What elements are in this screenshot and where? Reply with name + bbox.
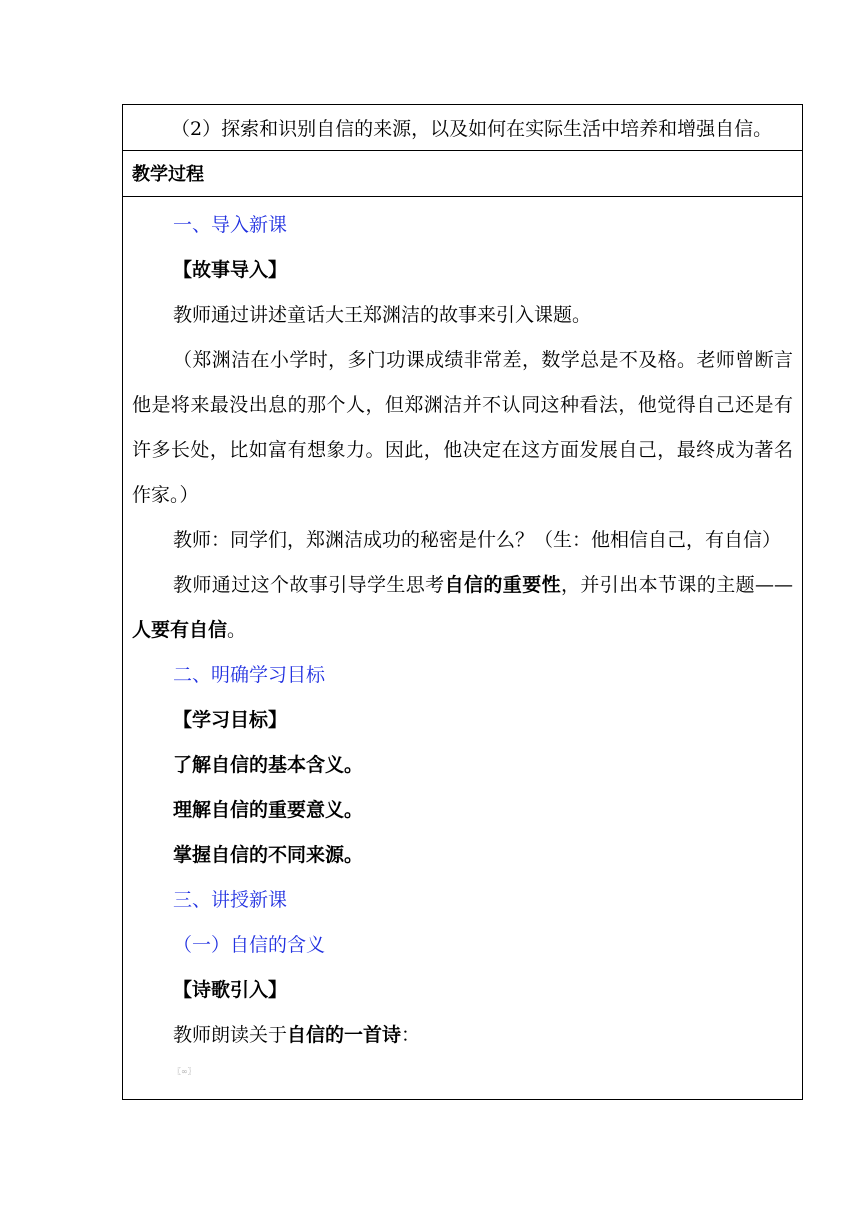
dialogue-text: 教师：同学们，郑渊洁成功的秘密是什么？（生：他相信自己，有自信）: [173, 529, 782, 551]
guide-emphasis-theme: 人要有自信: [132, 619, 228, 641]
poem-emphasis: 自信的一首诗: [287, 1024, 402, 1046]
heading-learning-goals: 二、明确学习目标: [173, 664, 326, 686]
objective-row: [123, 105, 802, 151]
poem-intro: [132, 1013, 793, 1058]
goal-item: 掌握自信的不同来源。: [173, 844, 364, 866]
image-placeholder-icon: 〖∞〗: [173, 1067, 196, 1076]
section-header-row: [123, 151, 802, 197]
guide-paragraph: [132, 563, 793, 653]
guide-middle: ，并引出本节课的主题——: [561, 574, 793, 596]
lesson-table: [122, 104, 803, 1100]
goal-item: 理解自信的重要意义。: [173, 799, 364, 821]
guide-suffix: 。: [227, 619, 247, 641]
goal-item: 了解自信的基本含义。: [173, 754, 364, 776]
heading-import-lesson: 一、导入新课: [173, 214, 288, 236]
teaching-process-body: [123, 197, 802, 1099]
poem-prefix: 教师朗读关于: [173, 1024, 288, 1046]
section-header: 教学过程: [132, 164, 204, 185]
story-text: （郑渊洁在小学时，多门功课成绩非常差，数学总是不及格。老师曾断言他是将来最没出息的那个人，但郑渊洁并不认同这种看法，他觉得自己还是有许多长处，比如富有想象力。因此，他决定在这方面发展自己，最终成为著名作家。）: [132, 349, 793, 506]
poem-suffix: ：: [401, 1024, 421, 1046]
goals-label: 【学习目标】: [173, 709, 288, 731]
objective-text: （2）探索和识别自信的来源，以及如何在实际生活中培养和增强自信。: [171, 118, 773, 140]
guide-emphasis-importance: 自信的重要性: [444, 574, 561, 596]
heading-new-lesson: 三、讲授新课: [173, 889, 288, 911]
story-intro: 教师通过讲述童话大王郑渊洁的故事来引入课题。: [173, 304, 592, 326]
guide-prefix: 教师通过这个故事引导学生思考: [173, 574, 445, 596]
poem-label: 【诗歌引入】: [173, 979, 288, 1001]
subheading-meaning: （一）自信的含义: [173, 934, 326, 956]
story-label: 【故事导入】: [173, 259, 288, 281]
